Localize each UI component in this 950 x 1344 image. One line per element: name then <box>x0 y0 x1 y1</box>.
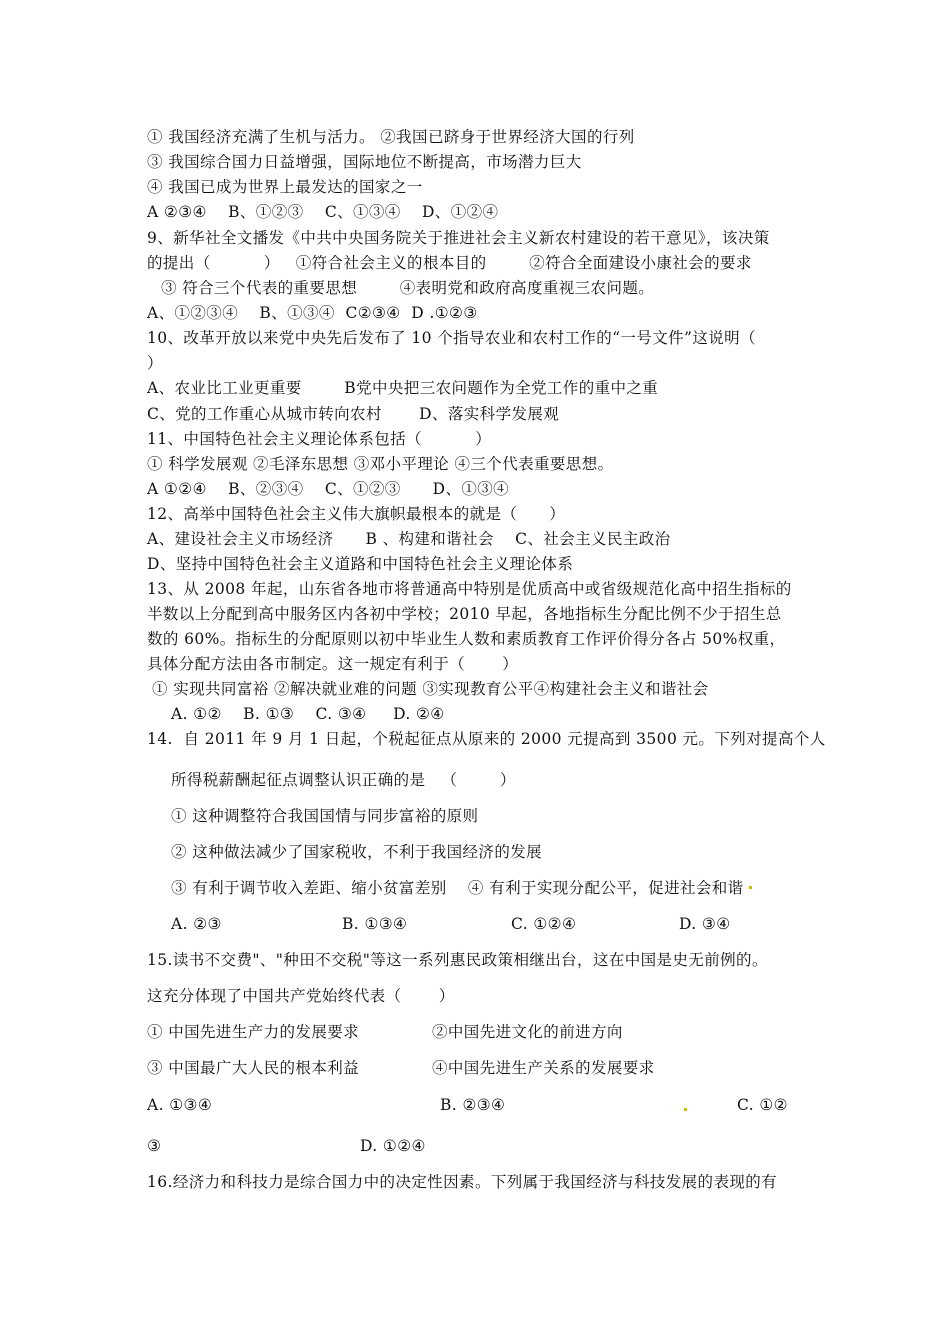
text-line: ③ 我国综合国力日益增强，国际地位不断提高，市场潜力巨大 <box>147 153 582 171</box>
text-line: 半数以上分配到高中服务区内各初中学校；2010 早起，各地指标生分配比例不少于招生总 <box>147 605 782 623</box>
answer-option-c: C. ①②④ <box>511 915 577 933</box>
text-line: ③ 有利于调节收入差距、缩小贫富差别 ④ 有利于实现分配公平，促进社会和谐 <box>171 879 744 897</box>
text-line: ① 我国经济充满了生机与活力。 ②我国已跻身于世界经济大国的行列 <box>147 128 635 146</box>
text-line: ③ 中国最广大人民的根本利益 <box>147 1059 360 1077</box>
answer-option-d: D. ①②④ <box>360 1137 426 1155</box>
text-line: ② 这种做法减少了国家税收，不利于我国经济的发展 <box>171 843 543 861</box>
text-line: 16.经济力和科技力是综合国力中的决定性因素。下列属于我国经济与科技发展的表现的有 <box>147 1173 778 1191</box>
answer-option-c: C. ①② <box>737 1096 788 1114</box>
answer-option-a: A. ②③ <box>171 915 222 933</box>
answer-option-b: B. ②③④ <box>440 1096 506 1114</box>
highlight-mark <box>684 1108 687 1111</box>
text-line: A、①②③④ B、①③④ C②③④ D .①②③ <box>147 304 478 322</box>
text-line: 12、高举中国特色社会主义伟大旗帜最根本的就是（ ） <box>147 505 566 523</box>
text-line: ③ <box>147 1137 162 1155</box>
text-line: ） <box>147 354 163 372</box>
text-line: ④中国先进生产关系的发展要求 <box>432 1059 655 1077</box>
text-line: 的提出（ ） ①符合社会主义的根本目的 ②符合全面建设小康社会的要求 <box>147 254 752 272</box>
text-line: ②中国先进文化的前进方向 <box>432 1023 623 1041</box>
text-line: ③ 符合三个代表的重要思想 ④表明党和政府高度重视三农问题。 <box>161 279 655 297</box>
text-line: 15.读书不交费"、"种田不交税"等这一系列惠民政策相继出台，这在中国是史无前例的。 <box>147 951 768 969</box>
answer-option-b: B. ①③④ <box>342 915 408 933</box>
text-line: ① 这种调整符合我国国情与同步富裕的原则 <box>171 807 479 825</box>
text-line: 11、中国特色社会主义理论体系包括（ ） <box>147 430 492 448</box>
text-line: D、坚持中国特色社会主义道路和中国特色社会主义理论体系 <box>147 555 574 573</box>
answer-option-d: D. ③④ <box>679 915 731 933</box>
answer-option-a: A. ①③④ <box>147 1096 213 1114</box>
text-line: A、建设社会主义市场经济 B 、构建和谐社会 C、社会主义民主政治 <box>147 530 671 548</box>
text-line: 13、从 2008 年起，山东省各地市将普通高中特别是优质高中或省级规范化高中招生指标的 <box>147 580 792 598</box>
text-line: A. ①② B. ①③ C. ③④ D. ②④ <box>171 705 445 723</box>
text-line: 数的 60%。指标生的分配原则以初中毕业生人数和素质教育工作评价得分各占 50%权重， <box>147 630 786 648</box>
text-line: ① 实现共同富裕 ②解决就业难的问题 ③实现教育公平④构建社会主义和谐社会 <box>152 680 709 698</box>
text-line: 14. 自 2011 年 9 月 1 日起，个税起征点从原来的 2000 元提高到 3500 元。下列对提高个人 <box>147 730 826 748</box>
text-line: C、党的工作重心从城市转向农村 D、落实科学发展观 <box>147 405 560 423</box>
text-line: 10、改革开放以来党中央先后发布了 10 个指导农业和农村工作的“一号文件”这说明（ <box>147 329 756 347</box>
highlight-mark <box>749 886 752 889</box>
text-line: A、农业比工业更重要 B党中央把三农问题作为全党工作的重中之重 <box>147 379 659 397</box>
text-line: 具体分配方法由各市制定。这一规定有利于（ ） <box>147 655 519 673</box>
text-line: ① 科学发展观 ②毛泽东思想 ③邓小平理论 ④三个代表重要思想。 <box>147 455 614 473</box>
text-line: ① 中国先进生产力的发展要求 <box>147 1023 360 1041</box>
text-line: 9、新华社全文播发《中共中央国务院关于推进社会主义新农村建设的若干意见》，该决策 <box>147 229 770 247</box>
text-line: 所得税薪酬起征点调整认识正确的是 （ ） <box>171 771 516 789</box>
text-line: A ②③④ B、①②③ C、①③④ D、①②④ <box>147 203 499 221</box>
text-line: 这充分体现了中国共产党始终代表（ ） <box>147 987 455 1005</box>
text-line: ④ 我国已成为世界上最发达的国家之一 <box>147 178 423 196</box>
text-line: A ①②④ B、②③④ C、①②③ D、①③④ <box>147 480 510 498</box>
